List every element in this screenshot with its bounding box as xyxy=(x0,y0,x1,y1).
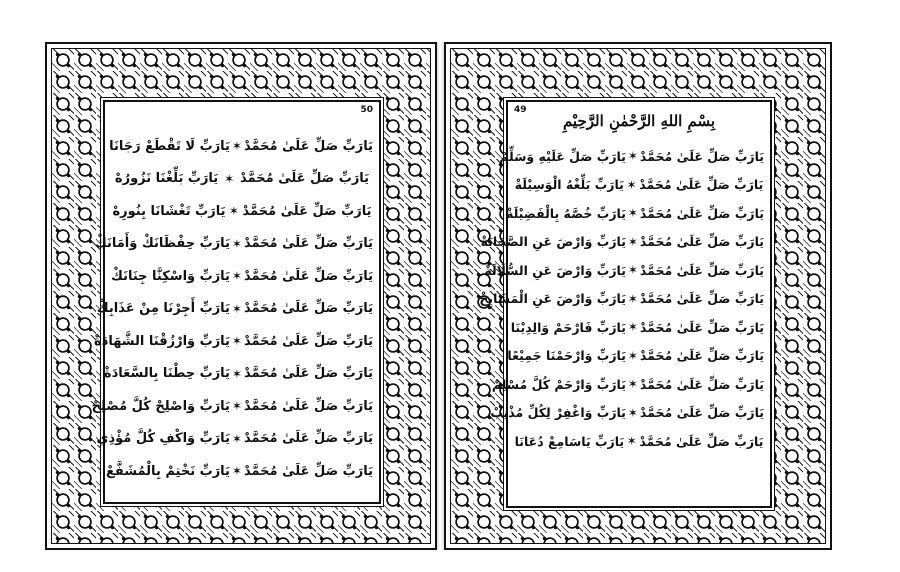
verse-line xyxy=(514,427,764,456)
verse-hemistich-first: يَارَبِّ صَلِّ عَلَىٰ مُحَمَّدْ xyxy=(243,366,373,382)
verse-hemistich-second: يَارَبِّ لَا تَقْطَعْ رَجَانَا xyxy=(109,138,230,154)
verse-hemistich-first: يَارَبِّ صَلِّ عَلَىٰ مُحَمَّدْ xyxy=(243,463,373,479)
verse-hemistich-first: يَارَبِّ صَلِّ عَلَىٰ مُحَمَّدْ xyxy=(243,333,373,349)
verse-line xyxy=(94,325,373,358)
verse-line xyxy=(103,358,373,391)
verse-hemistich-second: يَارَبِّ وَارْحَمْنَا جَمِيْعًا xyxy=(507,348,626,364)
verse-separator-icon: ✶ xyxy=(231,334,242,349)
verse-hemistich-second: يَارَبِّ فَارْحَمْ وَالِدِيْنَا xyxy=(510,319,626,335)
verse-hemistich-second: يَارَبِّ وَارْضَ عَنِ الصَّحَابَةْ xyxy=(480,234,626,250)
verse-line xyxy=(96,423,373,456)
verse-hemistich-second: يَارَبِّ تَغْشَانَا بِنُورِهْ xyxy=(112,203,226,219)
verse-line xyxy=(505,199,764,228)
verse-hemistich-first: يَارَبِّ صَلِّ عَلَىٰ مُحَمَّدْ xyxy=(639,205,764,221)
page-number: 50 xyxy=(360,105,373,115)
verse-separator-icon: ✶ xyxy=(228,204,239,219)
verse-separator-icon: ✶ xyxy=(231,366,242,381)
verse-hemistich-first: يَارَبِّ صَلِّ عَلَىٰ مُحَمَّدْ xyxy=(639,177,764,193)
verse-separator-icon: ✶ xyxy=(627,377,638,392)
verse-separator-icon: ✶ xyxy=(231,301,242,316)
verse-separator-icon: ✶ xyxy=(627,149,638,164)
text-frame xyxy=(91,100,381,504)
verse-separator-icon: ✶ xyxy=(626,177,637,192)
verse-line xyxy=(111,130,373,163)
verse-hemistich-second: يَارَبِّ بَلِّغْنَا نَزُورُهْ xyxy=(114,171,219,187)
verse-hemistich-second: يَارَبِّ خُصَّهُ بِالْفَضِيْلَةْ xyxy=(505,205,626,221)
verse-separator-icon: ✶ xyxy=(627,320,638,335)
verse-line xyxy=(484,256,764,285)
book-gutter xyxy=(437,42,444,550)
verse-hemistich-first: يَارَبِّ صَلِّ عَلَىٰ مُحَمَّدْ xyxy=(639,262,764,278)
verse-hemistich-first: يَارَبِّ صَلِّ عَلَىٰ مُحَمَّدْ xyxy=(639,376,764,392)
verse-hemistich-second: يَارَبِّ وَاغْفِرْ لِكُلِّ مُذْنِبْ xyxy=(490,405,626,421)
verse-separator-icon: ✶ xyxy=(627,348,638,363)
page-left xyxy=(45,42,437,550)
verse-separator-icon: ✶ xyxy=(231,399,242,414)
page-right xyxy=(444,42,832,550)
verse-separator-icon: ✶ xyxy=(627,405,638,420)
verse-list xyxy=(91,130,373,488)
verse-line xyxy=(510,313,764,342)
verse-separator-icon: ✶ xyxy=(627,206,638,221)
verse-hemistich-first: يَارَبِّ صَلِّ عَلَىٰ مُحَمَّدْ xyxy=(243,398,373,414)
verse-hemistich-second: يَارَبِّ حِفْظَانَكْ وَأَمَانَكْ xyxy=(94,236,230,252)
verse-hemistich-first: يَارَبِّ صَلِّ عَلَىٰ مُحَمَّدْ xyxy=(639,433,764,449)
verse-line xyxy=(91,390,373,423)
verse-separator-icon: ✶ xyxy=(231,464,242,479)
verse-hemistich-second: يَارَبِّ وَارْزُقْنَا الشَّهَادَةْ xyxy=(94,333,230,349)
verse-separator-icon: ✶ xyxy=(627,291,638,306)
verse-line xyxy=(480,228,764,257)
verse-hemistich-first: يَارَبِّ صَلِّ عَلَىٰ مُحَمَّدْ xyxy=(243,301,373,317)
verse-list xyxy=(479,142,764,456)
verse-hemistich-first: يَارَبِّ صَلِّ عَلَىٰ مُحَمَّدْ xyxy=(639,348,764,364)
verse-line xyxy=(96,293,373,326)
verse-hemistich-second: يَارَبِّ نَخْتِمْ بِالْمُشَفَّعْ xyxy=(106,463,230,479)
verse-hemistich-second: يَارَبِّ بَلِّغْهُ الْوَسِيْلَةْ xyxy=(514,177,624,193)
verse-hemistich-second: يَارَبِّ وَاصْلِحْ كُلَّ مُصْلِحْ xyxy=(91,398,230,414)
verse-hemistich-first: يَارَبِّ صَلِّ عَلَىٰ مُحَمَّدْ xyxy=(639,234,764,250)
verse-hemistich-first: يَارَبِّ صَلِّ عَلَىٰ مُحَمَّدْ xyxy=(243,236,373,252)
verse-hemistich-second: يَارَبِّ حِطْنَا بِالسَّعَادَةْ xyxy=(103,366,230,382)
verse-separator-icon: ✶ xyxy=(627,263,638,278)
verse-line xyxy=(94,228,373,261)
verse-hemistich-second: يَارَبِّ أَجِرْنَا مِنْ عَذَابِكْ xyxy=(96,301,230,317)
verse-hemistich-second: يَارَبِّ وَارْضَ عَنِ السُّلَالَةْ xyxy=(484,262,626,278)
verse-hemistich-first: يَارَبِّ صَلِّ عَلَىٰ مُحَمَّدْ xyxy=(639,319,764,335)
verse-line xyxy=(490,399,764,428)
verse-hemistich-first: يَارَبِّ صَلِّ عَلَىٰ مُحَمَّدْ xyxy=(243,138,373,154)
verse-line xyxy=(479,285,764,314)
verse-hemistich-second: يَارَبِّ وَارْضَ عَنِ الْمَشَايِخْ xyxy=(479,291,626,307)
verse-line xyxy=(111,195,373,228)
verse-separator-icon: ✶ xyxy=(231,236,242,251)
verse-line xyxy=(491,370,764,399)
verse-separator-icon: ✶ xyxy=(231,139,242,154)
verse-separator-icon: ✶ xyxy=(231,269,242,284)
verse-separator-icon: ✶ xyxy=(627,234,638,249)
verse-line xyxy=(111,163,373,196)
verse-hemistich-first: يَارَبِّ صَلِّ عَلَىٰ مُحَمَّدْ xyxy=(243,268,373,284)
verse-hemistich-second: يَارَبِّ يَاسَامِعْ دُعَانَا xyxy=(514,433,625,449)
verse-separator-icon: ✶ xyxy=(626,434,637,449)
text-frame xyxy=(479,100,772,508)
basmala-heading: بِسْمِ اللهِ الرَّحْمٰنِ الرَّحِيْمِ xyxy=(562,112,716,130)
verse-hemistich-first: يَارَبِّ صَلِّ عَلَىٰ مُحَمَّدْ xyxy=(243,431,373,447)
verse-separator-icon: ✶ xyxy=(224,171,235,186)
verse-hemistich-first: يَارَبِّ صَلِّ عَلَىٰ مُحَمَّدْ xyxy=(639,405,764,421)
verse-line xyxy=(499,142,764,171)
verse-hemistich-second: يَارَبِّ صَلِّ عَلَيْهِ وَسَلِّمْ xyxy=(499,148,626,164)
verse-hemistich-second: يَارَبِّ وَاسْكِنَّا جِنَانَكْ xyxy=(110,268,230,284)
verse-line xyxy=(111,260,373,293)
verse-separator-icon: ✶ xyxy=(231,431,242,446)
verse-hemistich-first: يَارَبِّ صَلِّ عَلَىٰ مُحَمَّدْ xyxy=(240,171,370,187)
verse-hemistich-first: يَارَبِّ صَلِّ عَلَىٰ مُحَمَّدْ xyxy=(242,203,372,219)
verse-hemistich-first: يَارَبِّ صَلِّ عَلَىٰ مُحَمَّدْ xyxy=(639,291,764,307)
verse-line xyxy=(514,171,764,200)
verse-hemistich-first: يَارَبِّ صَلِّ عَلَىٰ مُحَمَّدْ xyxy=(639,148,764,164)
verse-hemistich-second: يَارَبِّ وَارْحَمْ كُلَّ مُسْلِمْ xyxy=(491,376,626,392)
verse-hemistich-second: يَارَبِّ وَاكْفِ كُلَّ مُؤْذِي xyxy=(96,431,230,447)
verse-line xyxy=(507,342,764,371)
page-number: 49 xyxy=(514,105,527,115)
verse-line xyxy=(106,455,373,488)
